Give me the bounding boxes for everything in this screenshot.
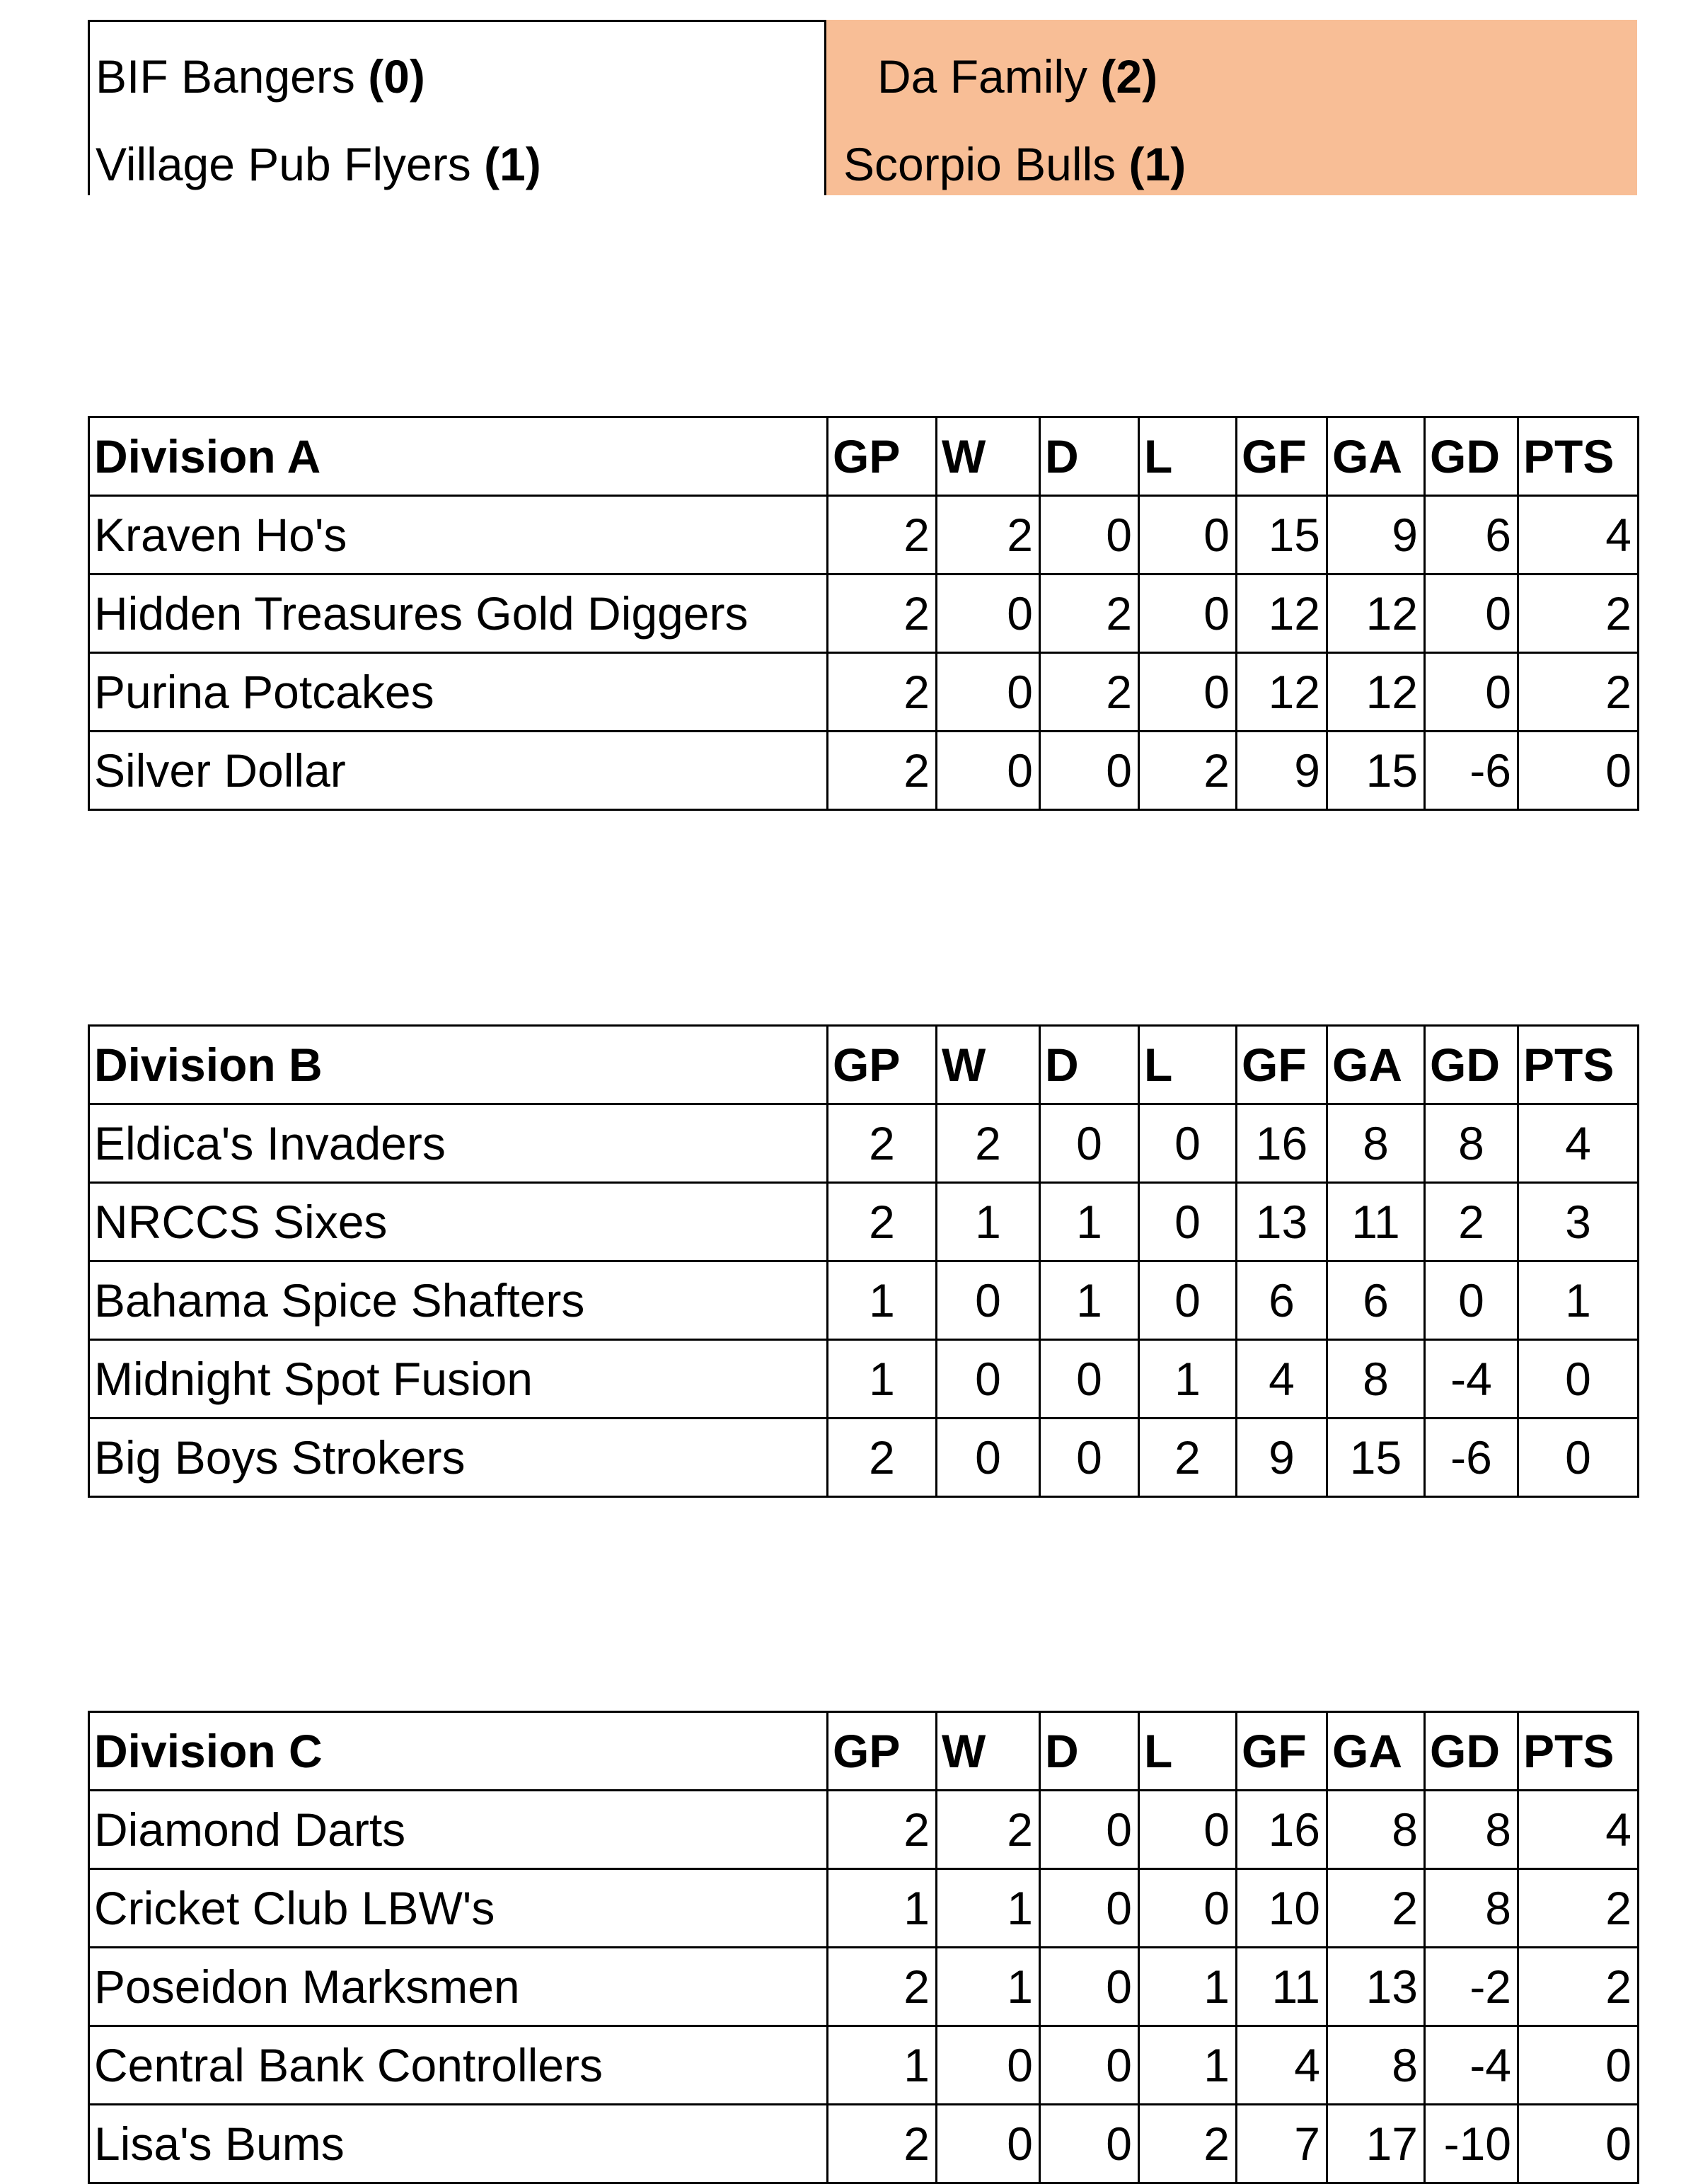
stat-cell: 0 — [1139, 496, 1237, 574]
stat-cell: 2 — [1518, 1869, 1639, 1948]
col-l-header: L — [1139, 1712, 1237, 1791]
results-left-column — [88, 20, 826, 195]
division-title: Division A — [89, 417, 828, 496]
stat-cell: -10 — [1425, 2105, 1518, 2183]
team-name: Eldica's Invaders — [89, 1104, 828, 1183]
stat-cell: 2 — [1040, 574, 1139, 653]
stat-cell: -2 — [1425, 1948, 1518, 2026]
stat-cell: 2 — [828, 496, 937, 574]
stat-cell: 15 — [1237, 496, 1327, 574]
division-a-table — [88, 416, 1639, 811]
stat-cell: 1 — [1040, 1183, 1139, 1261]
stat-cell: 2 — [937, 1104, 1040, 1183]
stat-cell: 13 — [1327, 1948, 1425, 2026]
stat-cell: 2 — [1518, 653, 1639, 732]
table-row — [89, 1948, 1639, 2026]
result-team: BIF Bangers — [96, 50, 355, 103]
result-line — [877, 50, 1158, 103]
stat-cell: 11 — [1237, 1948, 1327, 2026]
stat-cell: 0 — [1425, 1261, 1518, 1340]
stat-cell: 1 — [1518, 1261, 1639, 1340]
stat-cell: 0 — [937, 1261, 1040, 1340]
stat-cell: 2 — [828, 1948, 937, 2026]
stat-cell: 0 — [937, 653, 1040, 732]
table-row — [89, 732, 1639, 810]
stat-cell: 0 — [1139, 1261, 1237, 1340]
col-d-header: D — [1040, 1026, 1139, 1104]
stat-cell: 0 — [1518, 1419, 1639, 1497]
stat-cell: 10 — [1237, 1869, 1327, 1948]
stat-cell: 0 — [1040, 1104, 1139, 1183]
stat-cell: 8 — [1327, 2026, 1425, 2105]
col-w-header: W — [937, 1712, 1040, 1791]
division-c-table — [88, 1711, 1639, 2184]
stat-cell: 12 — [1327, 653, 1425, 732]
table-header-row — [89, 1026, 1639, 1104]
stat-cell: 12 — [1237, 653, 1327, 732]
stat-cell: 0 — [1139, 574, 1237, 653]
table-row — [89, 1791, 1639, 1869]
stat-cell: 0 — [1139, 1791, 1237, 1869]
result-team: Scorpio Bulls — [843, 138, 1116, 190]
stat-cell: 8 — [1425, 1104, 1518, 1183]
stat-cell: 9 — [1237, 1419, 1327, 1497]
stat-cell: 4 — [1518, 1104, 1639, 1183]
stat-cell: 2 — [828, 2105, 937, 2183]
division-title: Division B — [89, 1026, 828, 1104]
result-score: (2) — [1100, 50, 1158, 103]
stat-cell: 0 — [937, 574, 1040, 653]
stat-cell: -6 — [1425, 732, 1518, 810]
table-header-row — [89, 1712, 1639, 1791]
table-row — [89, 2026, 1639, 2105]
col-gf-header: GF — [1237, 1026, 1327, 1104]
stat-cell: 1 — [937, 1869, 1040, 1948]
stat-cell: 15 — [1327, 732, 1425, 810]
stat-cell: -4 — [1425, 1340, 1518, 1419]
col-d-header: D — [1040, 417, 1139, 496]
stat-cell: 2 — [828, 574, 937, 653]
stat-cell: 0 — [937, 2105, 1040, 2183]
stat-cell: 2 — [828, 1791, 937, 1869]
stat-cell: 0 — [1139, 1869, 1237, 1948]
result-line — [96, 50, 425, 103]
stat-cell: 0 — [1040, 1419, 1139, 1497]
team-name: Silver Dollar — [89, 732, 828, 810]
team-name: NRCCS Sixes — [89, 1183, 828, 1261]
stat-cell: 0 — [1139, 653, 1237, 732]
table-row — [89, 496, 1639, 574]
stat-cell: 0 — [1139, 1104, 1237, 1183]
table-row — [89, 1869, 1639, 1948]
team-name: Poseidon Marksmen — [89, 1948, 828, 2026]
table-row — [89, 2105, 1639, 2183]
result-team: Da Family — [877, 50, 1088, 103]
col-pts-header: PTS — [1518, 1712, 1639, 1791]
col-ga-header: GA — [1327, 1026, 1425, 1104]
stat-cell: 1 — [1139, 1948, 1237, 2026]
result-score: (0) — [368, 50, 425, 103]
team-name: Hidden Treasures Gold Diggers — [89, 574, 828, 653]
col-gp-header: GP — [828, 1712, 937, 1791]
col-ga-header: GA — [1327, 417, 1425, 496]
stat-cell: 2 — [1139, 1419, 1237, 1497]
results-right-column — [826, 20, 1637, 195]
stat-cell: 0 — [1518, 2105, 1639, 2183]
table-row — [89, 1261, 1639, 1340]
stat-cell: 2 — [828, 653, 937, 732]
col-gd-header: GD — [1425, 1712, 1518, 1791]
table-row — [89, 1183, 1639, 1261]
stat-cell: 0 — [1040, 1340, 1139, 1419]
stat-cell: 1 — [828, 1261, 937, 1340]
stat-cell: 1 — [937, 1183, 1040, 1261]
result-team: Village Pub Flyers — [96, 138, 471, 190]
stat-cell: 2 — [1139, 732, 1237, 810]
stat-cell: 2 — [1040, 653, 1139, 732]
stat-cell: 2 — [937, 1791, 1040, 1869]
col-ga-header: GA — [1327, 1712, 1425, 1791]
col-gd-header: GD — [1425, 1026, 1518, 1104]
stat-cell: 11 — [1327, 1183, 1425, 1261]
col-pts-header: PTS — [1518, 1026, 1639, 1104]
stat-cell: 8 — [1327, 1340, 1425, 1419]
stat-cell: 0 — [937, 2026, 1040, 2105]
team-name: Kraven Ho's — [89, 496, 828, 574]
stat-cell: 2 — [828, 732, 937, 810]
stat-cell: 2 — [828, 1183, 937, 1261]
stat-cell: 1 — [937, 1948, 1040, 2026]
stat-cell: 6 — [1237, 1261, 1327, 1340]
col-d-header: D — [1040, 1712, 1139, 1791]
stat-cell: 1 — [828, 2026, 937, 2105]
stat-cell: 1 — [1040, 1261, 1139, 1340]
col-l-header: L — [1139, 1026, 1237, 1104]
stat-cell: 0 — [1040, 2105, 1139, 2183]
stat-cell: 2 — [1139, 2105, 1237, 2183]
stat-cell: 16 — [1237, 1104, 1327, 1183]
stat-cell: 0 — [937, 1419, 1040, 1497]
stat-cell: 15 — [1327, 1419, 1425, 1497]
team-name: Bahama Spice Shafters — [89, 1261, 828, 1340]
table-row — [89, 653, 1639, 732]
stat-cell: 4 — [1518, 1791, 1639, 1869]
stat-cell: 2 — [828, 1104, 937, 1183]
stat-cell: 4 — [1237, 2026, 1327, 2105]
team-name: Midnight Spot Fusion — [89, 1340, 828, 1419]
division-b-table — [88, 1024, 1639, 1498]
table-row — [89, 574, 1639, 653]
stat-cell: -4 — [1425, 2026, 1518, 2105]
team-name: Purina Potcakes — [89, 653, 828, 732]
team-name: Central Bank Controllers — [89, 2026, 828, 2105]
team-name: Diamond Darts — [89, 1791, 828, 1869]
stat-cell: 2 — [828, 1419, 937, 1497]
stat-cell: 0 — [1518, 1340, 1639, 1419]
stat-cell: 0 — [1040, 2026, 1139, 2105]
stat-cell: 8 — [1327, 1791, 1425, 1869]
stat-cell: 8 — [1425, 1869, 1518, 1948]
stat-cell: 2 — [1518, 574, 1639, 653]
result-score: (1) — [484, 138, 541, 190]
col-w-header: W — [937, 417, 1040, 496]
match-results — [88, 20, 1637, 195]
table-row — [89, 1340, 1639, 1419]
col-gp-header: GP — [828, 417, 937, 496]
stat-cell: 16 — [1237, 1791, 1327, 1869]
stat-cell: 6 — [1327, 1261, 1425, 1340]
stat-cell: 7 — [1237, 2105, 1327, 2183]
col-gp-header: GP — [828, 1026, 937, 1104]
result-line — [843, 138, 1186, 190]
team-name: Big Boys Strokers — [89, 1419, 828, 1497]
col-w-header: W — [937, 1026, 1040, 1104]
stat-cell: 0 — [1425, 653, 1518, 732]
stat-cell: 0 — [1040, 732, 1139, 810]
col-l-header: L — [1139, 417, 1237, 496]
team-name: Cricket Club LBW's — [89, 1869, 828, 1948]
stat-cell: 0 — [937, 1340, 1040, 1419]
stat-cell: 2 — [1425, 1183, 1518, 1261]
stat-cell: 2 — [1327, 1869, 1425, 1948]
stat-cell: 1 — [828, 1340, 937, 1419]
result-line — [96, 138, 541, 190]
stat-cell: 2 — [1518, 1948, 1639, 2026]
table-row — [89, 1419, 1639, 1497]
stat-cell: 13 — [1237, 1183, 1327, 1261]
stat-cell: 0 — [1040, 496, 1139, 574]
stat-cell: 8 — [1327, 1104, 1425, 1183]
stat-cell: 0 — [1040, 1791, 1139, 1869]
table-header-row — [89, 417, 1639, 496]
team-name: Lisa's Bums — [89, 2105, 828, 2183]
stat-cell: 0 — [1425, 574, 1518, 653]
stat-cell: 1 — [828, 1869, 937, 1948]
stat-cell: 8 — [1425, 1791, 1518, 1869]
stat-cell: 0 — [1040, 1869, 1139, 1948]
stat-cell: 3 — [1518, 1183, 1639, 1261]
stat-cell: 6 — [1425, 496, 1518, 574]
stat-cell: 9 — [1327, 496, 1425, 574]
stat-cell: 4 — [1518, 496, 1639, 574]
stat-cell: 0 — [1518, 732, 1639, 810]
col-gd-header: GD — [1425, 417, 1518, 496]
stat-cell: 1 — [1139, 2026, 1237, 2105]
stat-cell: 0 — [1139, 1183, 1237, 1261]
stat-cell: 0 — [937, 732, 1040, 810]
stat-cell: -6 — [1425, 1419, 1518, 1497]
stat-cell: 12 — [1237, 574, 1327, 653]
stat-cell: 4 — [1237, 1340, 1327, 1419]
table-row — [89, 1104, 1639, 1183]
stat-cell: 0 — [1040, 1948, 1139, 2026]
stat-cell: 9 — [1237, 732, 1327, 810]
col-pts-header: PTS — [1518, 417, 1639, 496]
stat-cell: 2 — [937, 496, 1040, 574]
result-score: (1) — [1128, 138, 1186, 190]
col-gf-header: GF — [1237, 1712, 1327, 1791]
col-gf-header: GF — [1237, 417, 1327, 496]
stat-cell: 17 — [1327, 2105, 1425, 2183]
stat-cell: 0 — [1518, 2026, 1639, 2105]
stat-cell: 1 — [1139, 1340, 1237, 1419]
division-title: Division C — [89, 1712, 828, 1791]
stat-cell: 12 — [1327, 574, 1425, 653]
